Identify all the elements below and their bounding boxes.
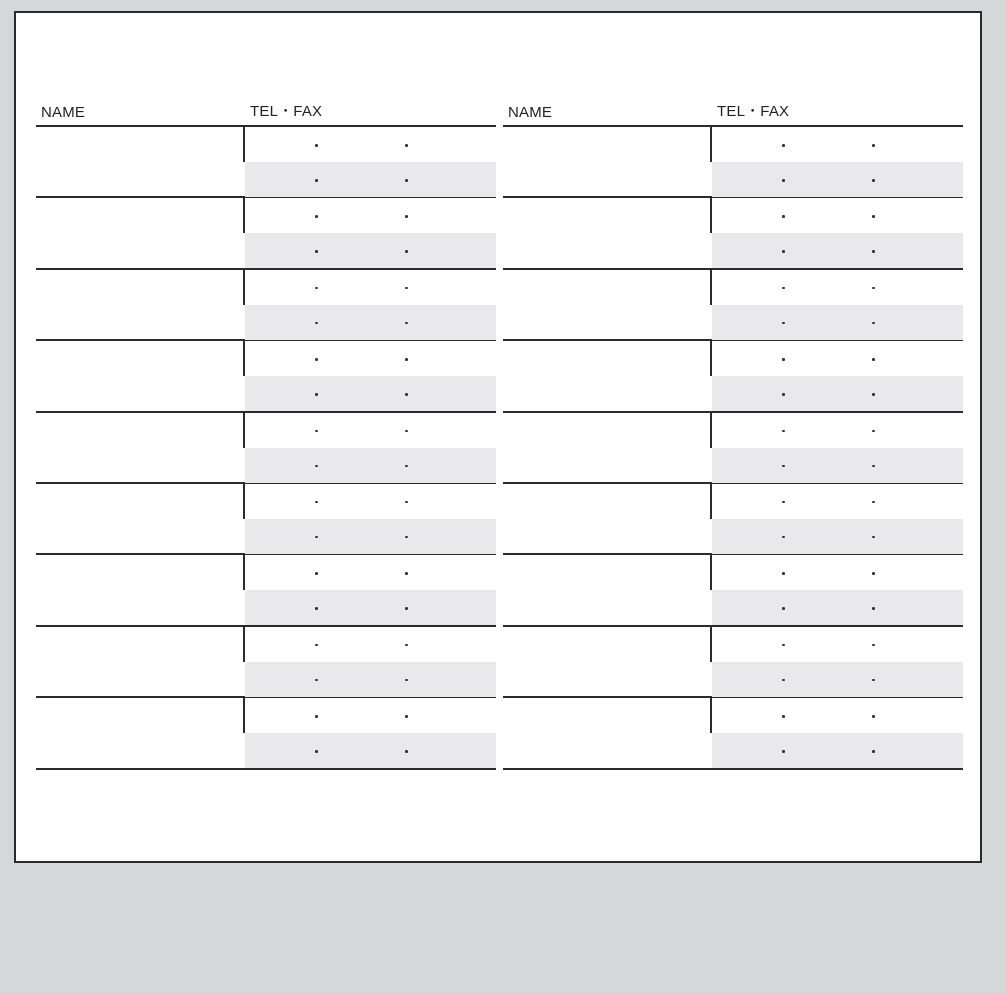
separator-dot	[872, 536, 875, 539]
fax-field[interactable]	[712, 376, 963, 411]
entry-row	[36, 270, 496, 341]
tel-field[interactable]	[245, 413, 496, 448]
separator-dot	[315, 322, 318, 325]
fax-field[interactable]	[712, 733, 963, 768]
separator-dot	[872, 215, 875, 218]
separator-dot	[405, 358, 408, 361]
address-column-left	[36, 97, 496, 770]
separator-dot	[405, 501, 408, 504]
separator-dot	[782, 322, 785, 325]
separator-dot	[405, 393, 408, 396]
separator-dot	[315, 572, 318, 575]
separator-dot	[872, 644, 875, 647]
fax-field[interactable]	[712, 590, 963, 625]
separator-dot	[782, 679, 785, 682]
separator-dot	[782, 250, 785, 253]
separator-dot	[872, 358, 875, 361]
fax-field[interactable]	[245, 233, 496, 268]
tel-field[interactable]	[712, 484, 963, 519]
entry-row	[36, 198, 496, 269]
entry-row	[503, 484, 963, 555]
tel-field[interactable]	[712, 198, 963, 233]
separator-dot	[405, 215, 408, 218]
entry-row	[36, 341, 496, 412]
separator-dot	[782, 358, 785, 361]
tel-field[interactable]	[245, 555, 496, 590]
tel-field[interactable]	[245, 198, 496, 233]
entry-row	[503, 698, 963, 769]
entry-row	[503, 270, 963, 341]
separator-dot	[782, 644, 785, 647]
name-field[interactable]	[503, 270, 710, 339]
separator-dot	[872, 250, 875, 253]
separator-dot	[315, 715, 318, 718]
separator-dot	[315, 465, 318, 468]
entry-row	[503, 555, 963, 626]
entry-row	[36, 698, 496, 769]
tel-field[interactable]	[712, 270, 963, 305]
fax-field[interactable]	[712, 448, 963, 483]
separator-dot	[315, 750, 318, 753]
separator-dot	[405, 679, 408, 682]
separator-dot	[782, 430, 785, 433]
separator-dot	[315, 393, 318, 396]
separator-dot	[782, 501, 785, 504]
separator-dot	[405, 572, 408, 575]
fax-field[interactable]	[245, 733, 496, 768]
name-field[interactable]	[503, 555, 710, 624]
name-field[interactable]	[36, 198, 243, 267]
separator-dot	[782, 215, 785, 218]
tel-fax-header: TEL・FAX	[717, 103, 790, 120]
name-field[interactable]	[503, 698, 710, 767]
separator-dot	[405, 536, 408, 539]
name-header: NAME	[41, 104, 86, 121]
separator-dot	[782, 179, 785, 182]
separator-dot	[405, 750, 408, 753]
separator-dot	[315, 644, 318, 647]
separator-dot	[782, 536, 785, 539]
separator-dot	[405, 250, 408, 253]
separator-dot	[315, 536, 318, 539]
fax-field[interactable]	[712, 519, 963, 554]
name-field[interactable]	[503, 198, 710, 267]
separator-dot	[405, 430, 408, 433]
name-field[interactable]	[36, 270, 243, 339]
separator-dot	[315, 358, 318, 361]
entry-row	[503, 341, 963, 412]
tel-field[interactable]	[712, 413, 963, 448]
separator-dot	[782, 144, 785, 147]
fax-field[interactable]	[712, 662, 963, 697]
tel-field[interactable]	[245, 698, 496, 733]
separator-dot	[315, 679, 318, 682]
entry-row	[503, 627, 963, 698]
separator-dot	[872, 465, 875, 468]
name-field[interactable]	[36, 555, 243, 624]
separator-dot	[315, 287, 318, 290]
separator-dot	[405, 179, 408, 182]
separator-dot	[315, 179, 318, 182]
fax-field[interactable]	[245, 448, 496, 483]
tel-field[interactable]	[712, 627, 963, 662]
entry-row	[503, 198, 963, 269]
separator-dot	[315, 501, 318, 504]
entry-row	[36, 127, 496, 198]
name-field[interactable]	[503, 127, 710, 196]
separator-dot	[782, 607, 785, 610]
separator-dot	[315, 144, 318, 147]
fax-field[interactable]	[245, 662, 496, 697]
address-sheet	[14, 11, 982, 863]
separator-dot	[782, 715, 785, 718]
entry-row	[36, 627, 496, 698]
separator-dot	[872, 144, 875, 147]
name-field[interactable]	[36, 698, 243, 767]
fax-field[interactable]	[245, 590, 496, 625]
separator-dot	[782, 287, 785, 290]
tel-field[interactable]	[712, 555, 963, 590]
name-field[interactable]	[503, 341, 710, 410]
tel-field[interactable]	[245, 127, 496, 162]
separator-dot	[405, 287, 408, 290]
separator-dot	[872, 501, 875, 504]
separator-dot	[872, 750, 875, 753]
tel-field[interactable]	[245, 627, 496, 662]
tel-field[interactable]	[712, 127, 963, 162]
name-field[interactable]	[36, 484, 243, 553]
separator-dot	[405, 465, 408, 468]
separator-dot	[872, 179, 875, 182]
fax-field[interactable]	[245, 305, 496, 340]
name-field[interactable]	[503, 627, 710, 696]
separator-dot	[872, 572, 875, 575]
separator-dot	[405, 607, 408, 610]
separator-dot	[872, 715, 875, 718]
fax-field[interactable]	[712, 162, 963, 197]
entry-row	[36, 484, 496, 555]
separator-dot	[405, 644, 408, 647]
tel-field[interactable]	[245, 270, 496, 305]
name-header: NAME	[508, 104, 553, 121]
tel-fax-header: TEL・FAX	[250, 103, 323, 120]
separator-dot	[315, 430, 318, 433]
fax-field[interactable]	[245, 519, 496, 554]
address-column-right	[503, 97, 963, 770]
tel-field[interactable]	[245, 341, 496, 376]
name-field[interactable]	[36, 341, 243, 410]
entry-row	[503, 127, 963, 198]
separator-dot	[872, 430, 875, 433]
separator-dot	[782, 750, 785, 753]
fax-field[interactable]	[712, 233, 963, 268]
separator-dot	[782, 465, 785, 468]
fax-field[interactable]	[712, 305, 963, 340]
column-header	[503, 97, 963, 127]
entry-list	[503, 127, 963, 770]
separator-dot	[315, 607, 318, 610]
entry-row	[36, 413, 496, 484]
column-header	[36, 97, 496, 127]
separator-dot	[315, 250, 318, 253]
fax-field[interactable]	[245, 376, 496, 411]
name-field[interactable]	[503, 484, 710, 553]
entry-row	[36, 555, 496, 626]
separator-dot	[872, 679, 875, 682]
separator-dot	[872, 393, 875, 396]
separator-dot	[782, 393, 785, 396]
name-field[interactable]	[36, 627, 243, 696]
name-field[interactable]	[36, 127, 243, 196]
separator-dot	[405, 715, 408, 718]
separator-dot	[782, 572, 785, 575]
separator-dot	[315, 215, 318, 218]
fax-field[interactable]	[245, 162, 496, 197]
name-field[interactable]	[503, 413, 710, 482]
separator-dot	[405, 322, 408, 325]
separator-dot	[872, 287, 875, 290]
tel-field[interactable]	[712, 341, 963, 376]
entry-list	[36, 127, 496, 770]
separator-dot	[405, 144, 408, 147]
entry-row	[503, 413, 963, 484]
name-field[interactable]	[36, 413, 243, 482]
tel-field[interactable]	[245, 484, 496, 519]
tel-field[interactable]	[712, 698, 963, 733]
separator-dot	[872, 607, 875, 610]
separator-dot	[872, 322, 875, 325]
